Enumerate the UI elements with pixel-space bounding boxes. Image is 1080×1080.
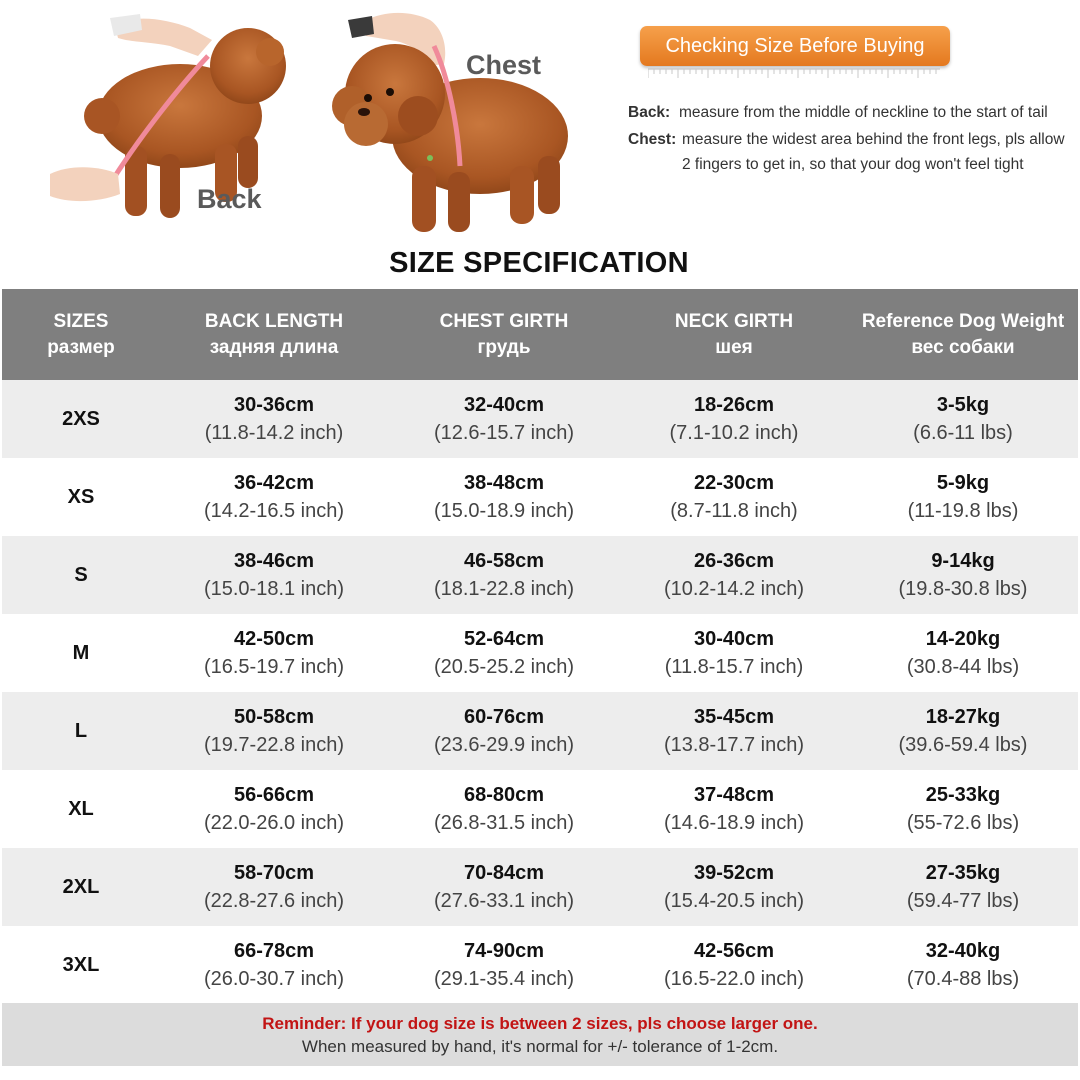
neck-girth-cell bbox=[620, 692, 848, 770]
dog-weight-cell bbox=[848, 692, 1078, 770]
neck-girth-metric: 42-56cm bbox=[693, 940, 775, 962]
chest-girth-metric: 60-76cm bbox=[463, 706, 545, 728]
header-chest-girth-ru: грудь bbox=[477, 336, 531, 358]
dog-weight-metric: 5-9kg bbox=[936, 472, 990, 494]
neck-girth-cell bbox=[620, 614, 848, 692]
dog-weight-imperial: (59.4-77 lbs) bbox=[906, 890, 1020, 912]
dog-measuring-illustration bbox=[30, 6, 590, 242]
chest-label: Chest bbox=[466, 50, 542, 80]
neck-girth-metric: 30-40cm bbox=[693, 628, 775, 650]
neck-girth-imperial: (8.7-11.8 inch) bbox=[670, 500, 798, 522]
back-length-metric: 58-70cm bbox=[233, 862, 315, 884]
chest-girth-imperial: (20.5-25.2 inch) bbox=[433, 656, 575, 678]
checking-size-banner: Checking Size Before Buying bbox=[640, 26, 950, 66]
chest-girth-imperial: (15.0-18.9 inch) bbox=[433, 500, 575, 522]
size-cell: M bbox=[72, 641, 90, 664]
dog-weight-imperial: (55-72.6 lbs) bbox=[906, 812, 1020, 834]
neck-girth-imperial: (15.4-20.5 inch) bbox=[663, 890, 805, 912]
chest-girth-imperial: (18.1-22.8 inch) bbox=[433, 578, 575, 600]
reminder-footer bbox=[2, 1003, 1078, 1066]
chest-instruction bbox=[628, 127, 1068, 177]
chest-girth-imperial: (26.8-31.5 inch) bbox=[433, 812, 575, 834]
chest-girth-cell bbox=[388, 380, 620, 458]
neck-girth-imperial: (11.8-15.7 inch) bbox=[664, 656, 804, 678]
neck-girth-cell bbox=[620, 458, 848, 536]
chest-girth-cell bbox=[388, 692, 620, 770]
header-neck-girth-ru: шея bbox=[715, 336, 753, 358]
back-length-imperial: (22.0-26.0 inch) bbox=[203, 812, 345, 834]
ruler-icon bbox=[648, 68, 940, 80]
back-length-cell bbox=[160, 770, 388, 848]
size-cell: 2XS bbox=[62, 407, 100, 430]
table-row bbox=[2, 458, 1078, 536]
neck-girth-cell bbox=[620, 380, 848, 458]
table-row bbox=[2, 380, 1078, 458]
size-cell: XS bbox=[67, 485, 95, 508]
chest-instruction-text: measure the widest area behind the front legs, pls allow 2 fingers to get in, so that your dog won't feel tight bbox=[682, 131, 1065, 173]
chest-girth-imperial: (12.6-15.7 inch) bbox=[433, 422, 575, 444]
neck-girth-metric: 35-45cm bbox=[693, 706, 775, 728]
chest-instruction-key: Chest: bbox=[628, 131, 677, 148]
dog-weight-cell bbox=[848, 926, 1078, 1004]
table-row bbox=[2, 536, 1078, 614]
chest-girth-imperial: (29.1-35.4 inch) bbox=[433, 968, 575, 990]
back-length-cell bbox=[160, 380, 388, 458]
chest-girth-imperial: (23.6-29.9 inch) bbox=[433, 734, 575, 756]
dog-weight-imperial: (6.6-11 lbs) bbox=[913, 422, 1013, 444]
dog-weight-metric: 14-20kg bbox=[925, 628, 1001, 650]
chest-girth-cell bbox=[388, 770, 620, 848]
size-cell: S bbox=[74, 563, 88, 586]
dog-weight-metric: 32-40kg bbox=[925, 940, 1001, 962]
chest-girth-metric: 32-40cm bbox=[463, 394, 545, 416]
back-length-metric: 30-36cm bbox=[233, 394, 315, 416]
back-length-metric: 38-46cm bbox=[233, 550, 315, 572]
header-dog-weight-en: Reference Dog Weight bbox=[861, 310, 1065, 332]
header-back-length-en: BACK LENGTH bbox=[204, 310, 344, 332]
size-cell: 2XL bbox=[62, 875, 100, 898]
neck-girth-metric: 22-30cm bbox=[693, 472, 775, 494]
size-table-body bbox=[2, 380, 1078, 1004]
header-dog-weight bbox=[848, 289, 1078, 380]
size-cell: XL bbox=[68, 797, 94, 820]
back-length-metric: 66-78cm bbox=[233, 940, 315, 962]
dog-weight-metric: 25-33kg bbox=[925, 784, 1001, 806]
header-chest-girth bbox=[388, 289, 620, 380]
size-specification-title bbox=[0, 247, 1080, 280]
measure-instructions bbox=[628, 100, 1068, 179]
tolerance-text: When measured by hand, it's normal for +/- tolerance of 1-2cm. bbox=[301, 1036, 779, 1056]
table-row bbox=[2, 848, 1078, 926]
dog-weight-imperial: (70.4-88 lbs) bbox=[906, 968, 1020, 990]
dog-weight-metric: 9-14kg bbox=[931, 550, 995, 572]
header-back-length bbox=[160, 289, 388, 380]
chest-girth-metric: 52-64cm bbox=[463, 628, 545, 650]
header-back-length-ru: задняя длина bbox=[209, 336, 339, 358]
dog-weight-cell bbox=[848, 380, 1078, 458]
dog-weight-metric: 27-35kg bbox=[925, 862, 1001, 884]
neck-girth-imperial: (7.1-10.2 inch) bbox=[669, 422, 799, 444]
dog-weight-imperial: (19.8-30.8 lbs) bbox=[898, 578, 1028, 600]
dog-weight-cell bbox=[848, 536, 1078, 614]
back-length-imperial: (14.2-16.5 inch) bbox=[203, 500, 345, 522]
back-length-metric: 50-58cm bbox=[233, 706, 315, 728]
neck-girth-cell bbox=[620, 848, 848, 926]
dog-weight-cell bbox=[848, 848, 1078, 926]
neck-girth-imperial: (16.5-22.0 inch) bbox=[663, 968, 805, 990]
chest-girth-cell bbox=[388, 926, 620, 1004]
chest-girth-metric: 68-80cm bbox=[463, 784, 545, 806]
back-instruction-key: Back: bbox=[628, 104, 671, 121]
neck-girth-metric: 37-48cm bbox=[693, 784, 775, 806]
dog-weight-cell bbox=[848, 458, 1078, 536]
header-sizes-ru: размер bbox=[47, 336, 115, 358]
size-table-header bbox=[2, 289, 1078, 380]
back-length-cell bbox=[160, 926, 388, 1004]
back-label: Back bbox=[197, 184, 262, 214]
table-row bbox=[2, 692, 1078, 770]
back-length-metric: 42-50cm bbox=[233, 628, 315, 650]
chest-girth-metric: 46-58cm bbox=[463, 550, 545, 572]
header-sizes-en: SIZES bbox=[53, 310, 109, 332]
back-length-cell bbox=[160, 536, 388, 614]
neck-girth-cell bbox=[620, 536, 848, 614]
chest-girth-cell bbox=[388, 614, 620, 692]
dog-weight-cell bbox=[848, 770, 1078, 848]
chest-girth-metric: 38-48cm bbox=[463, 472, 545, 494]
back-length-imperial: (22.8-27.6 inch) bbox=[203, 890, 345, 912]
neck-girth-metric: 39-52cm bbox=[693, 862, 775, 884]
dog-weight-cell bbox=[848, 614, 1078, 692]
back-length-cell bbox=[160, 614, 388, 692]
dog-weight-imperial: (39.6-59.4 lbs) bbox=[898, 734, 1028, 756]
back-length-cell bbox=[160, 848, 388, 926]
dog-weight-metric: 3-5kg bbox=[936, 394, 990, 416]
back-length-imperial: (11.8-14.2 inch) bbox=[204, 422, 344, 444]
dog-weight-imperial: (30.8-44 lbs) bbox=[906, 656, 1020, 678]
back-length-cell bbox=[160, 458, 388, 536]
back-length-imperial: (26.0-30.7 inch) bbox=[203, 968, 345, 990]
table-row bbox=[2, 926, 1078, 1004]
neck-girth-cell bbox=[620, 926, 848, 1004]
dog-weight-metric: 18-27kg bbox=[925, 706, 1001, 728]
header-sizes bbox=[2, 289, 160, 380]
back-length-imperial: (15.0-18.1 inch) bbox=[203, 578, 345, 600]
size-specification-title-text: SIZE SPECIFICATION bbox=[389, 247, 689, 279]
chest-girth-metric: 70-84cm bbox=[463, 862, 545, 884]
back-length-metric: 56-66cm bbox=[233, 784, 315, 806]
measurement-guide bbox=[0, 0, 1080, 245]
chest-girth-imperial: (27.6-33.1 inch) bbox=[433, 890, 575, 912]
back-instruction bbox=[628, 100, 1068, 125]
reminder-text: Reminder: If your dog size is between 2 sizes, pls choose larger one. bbox=[262, 1013, 818, 1033]
neck-girth-metric: 26-36cm bbox=[693, 550, 775, 572]
header-neck-girth bbox=[620, 289, 848, 380]
header-neck-girth-en: NECK GIRTH bbox=[674, 310, 794, 332]
chest-girth-cell bbox=[388, 848, 620, 926]
dog-weight-imperial: (11-19.8 lbs) bbox=[907, 500, 1019, 522]
neck-girth-imperial: (14.6-18.9 inch) bbox=[663, 812, 805, 834]
header-dog-weight-ru: вес собаки bbox=[911, 336, 1015, 358]
chest-girth-cell bbox=[388, 458, 620, 536]
back-length-imperial: (19.7-22.8 inch) bbox=[203, 734, 345, 756]
table-row bbox=[2, 614, 1078, 692]
back-length-metric: 36-42cm bbox=[233, 472, 315, 494]
chest-girth-cell bbox=[388, 536, 620, 614]
size-table bbox=[2, 289, 1078, 1004]
header-chest-girth-en: CHEST GIRTH bbox=[439, 310, 569, 332]
back-length-imperial: (16.5-19.7 inch) bbox=[203, 656, 345, 678]
back-instruction-text: measure from the middle of neckline to the start of tail bbox=[679, 104, 1048, 121]
neck-girth-metric: 18-26cm bbox=[693, 394, 775, 416]
neck-girth-imperial: (10.2-14.2 inch) bbox=[663, 578, 805, 600]
chest-girth-metric: 74-90cm bbox=[463, 940, 545, 962]
back-length-cell bbox=[160, 692, 388, 770]
table-row bbox=[2, 770, 1078, 848]
neck-girth-imperial: (13.8-17.7 inch) bbox=[663, 734, 805, 756]
chest-measure-dog-icon bbox=[332, 13, 568, 232]
size-cell: L bbox=[74, 719, 88, 742]
size-cell: 3XL bbox=[62, 953, 100, 976]
neck-girth-cell bbox=[620, 770, 848, 848]
